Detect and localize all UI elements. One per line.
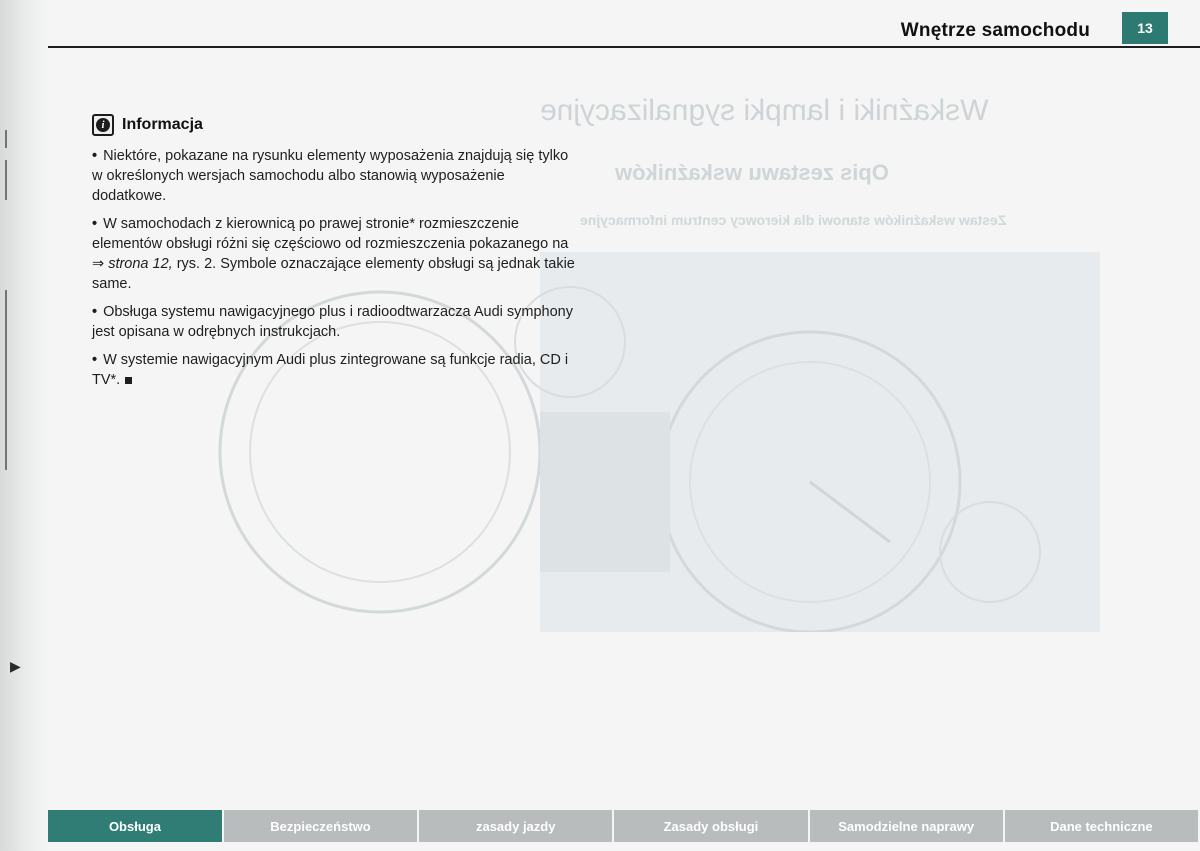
tab-samodzielne-naprawy[interactable]: Samodzielne naprawy: [810, 810, 1005, 842]
info-item-text: W samochodach z kierownicą po prawej stronie* rozmieszczenie elementów obsługi różni się częściowo od rozmieszczenia pokazanego na ⇒: [92, 216, 569, 272]
info-item-text: rys. 2. Symbole oznaczające elementy obsługi są jednak takie same.: [92, 256, 575, 292]
info-box: [92, 114, 582, 398]
page-header: [48, 8, 1200, 48]
bullet-icon: •: [92, 304, 98, 320]
tab-dane-techniczne[interactable]: Dane techniczne: [1005, 810, 1200, 842]
header-rule: [48, 46, 1200, 48]
info-item: [92, 214, 582, 294]
edge-mark: [5, 290, 7, 470]
page-number: 13: [1122, 12, 1168, 44]
info-item-text: W systemie nawigacyjnym Audi plus zintegrowane są funkcje radia, CD i TV*.: [92, 352, 569, 388]
tab-zasady-obslugi[interactable]: Zasady obsługi: [614, 810, 809, 842]
info-header: [92, 114, 582, 136]
bullet-icon: •: [92, 148, 98, 164]
info-item-text: Niektóre, pokazane na rysunku elementy wyposażenia znajdują się tylko w określonych wersjach samochodu albo stanowią wyposażenie dodatkowe.: [92, 148, 569, 204]
edge-mark: [5, 130, 7, 148]
ghost-subline: Zestaw wskaźników stanowi dla kierowcy centrum informacyjne: [580, 212, 1007, 228]
info-item: [92, 146, 582, 206]
bullet-icon: •: [92, 216, 98, 232]
edge-mark: [5, 160, 7, 200]
ghost-subheading: Opis zestawu wskaźników: [615, 160, 889, 185]
bottom-navigation: [48, 810, 1200, 842]
page-reference-link[interactable]: strona 12,: [108, 256, 173, 272]
info-item-text: Obsługa systemu nawigacyjnego plus i radioodtwarzacza Audi symphony jest opisana w odrębnych instrukcjach.: [92, 304, 573, 340]
page-binding-edge: [0, 0, 48, 851]
ghost-heading: Wskaźniki i lampki sygnalizacyjne: [540, 94, 989, 127]
section-end-icon: [125, 377, 132, 384]
tab-bezpieczenstwo[interactable]: Bezpieczeństwo: [224, 810, 419, 842]
info-icon: i: [92, 114, 114, 136]
tab-zasady-jazdy[interactable]: zasady jazdy: [419, 810, 614, 842]
page-edge-arrow-icon: ▶: [10, 658, 21, 674]
info-item: [92, 302, 582, 342]
chapter-title: Wnętrze samochodu: [900, 20, 1090, 41]
bullet-icon: •: [92, 352, 98, 368]
info-title: Informacja: [122, 116, 203, 133]
info-item: [92, 350, 582, 390]
tab-obsluga[interactable]: Obsługa: [48, 810, 224, 842]
